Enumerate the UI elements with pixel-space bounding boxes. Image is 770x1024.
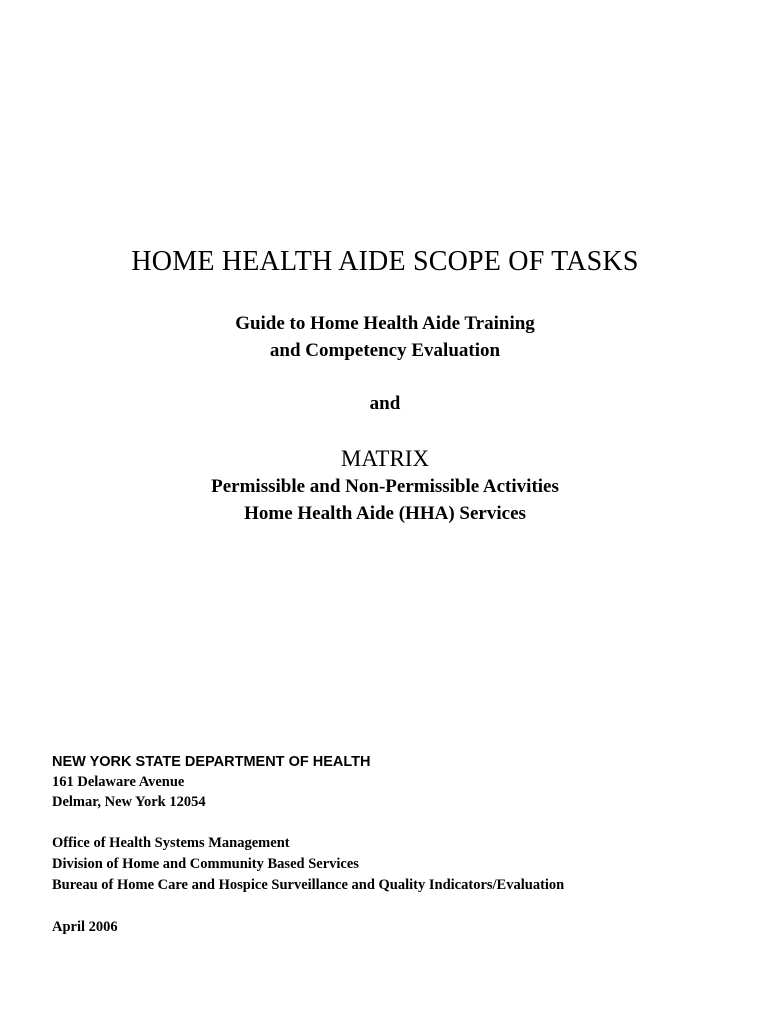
document-title: HOME HEALTH AIDE SCOPE OF TASKS: [131, 246, 639, 277]
guide-line-1: Guide to Home Health Aide Training: [235, 313, 535, 334]
guide-line-2: and Competency Evaluation: [269, 340, 501, 361]
matrix-line-2: Home Health Aide (HHA) Services: [244, 503, 526, 524]
and-connector: and: [369, 393, 401, 414]
address-line-2: Delmar, New York 12054: [52, 794, 206, 810]
matrix-line-1: Permissible and Non-Permissible Activities: [211, 476, 559, 497]
department-name: NEW YORK STATE DEPARTMENT OF HEALTH: [52, 754, 371, 770]
office-name: Office of Health Systems Management: [52, 835, 290, 851]
bureau-name: Bureau of Home Care and Hospice Surveillance and Quality Indicators/Evaluation: [52, 877, 565, 893]
address-line-1: 161 Delaware Avenue: [52, 774, 185, 790]
matrix-heading: MATRIX: [340, 446, 430, 471]
division-name: Division of Home and Community Based Services: [52, 856, 359, 872]
publication-date: April 2006: [52, 919, 118, 935]
